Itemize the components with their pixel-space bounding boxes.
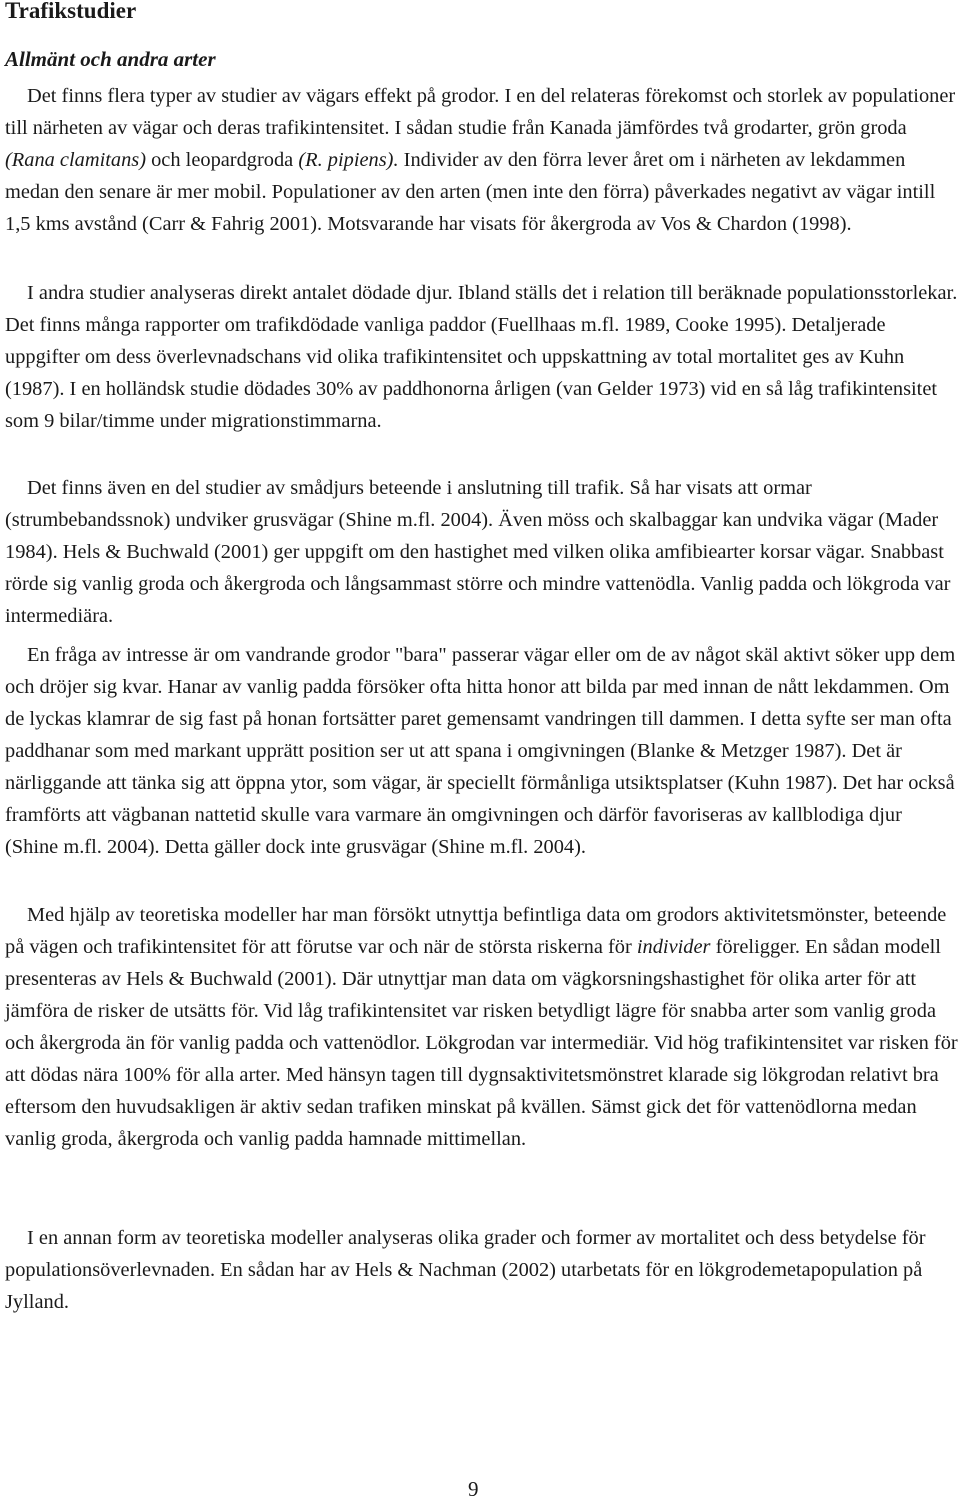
document-title: Trafikstudier [5,0,137,23]
paragraph-6: I en annan form av teoretiska modeller analyseras olika grader och former av mortalitet och dess betydelse för populationsöverlevnaden. En sådan har av Hels & Nachman (2002) utarbetats för en lökgrodemetapopulation på Jylland. [5,1227,926,1313]
emphasis-individer: individer [636,936,711,958]
paragraph-1 [5,80,960,240]
paragraph-5 [5,899,960,1155]
page-number: 9 [468,1477,479,1501]
paragraph-1-text-a: Det finns flera typer av studier av vägars effekt på grodor. I en del relateras förekomst och storlek av populationer till närheten av vägar och deras trafikintensitet. I sådan studie från Kanada jämfördes två grodarter, grön groda [5,85,956,139]
paragraph-3: Det finns även en del studier av smådjurs beteende i anslutning till trafik. Så har visats att ormar (strumbebandssnok) undviker grusvägar (Shine m.fl. 2004). Även möss och skalbaggar kan undvika vägar (Mader 1984). Hels & Buchwald (2001) ger uppgift om den hastighet med vilken olika amfibiearter korsar vägar. Snabbast rörde sig vanlig groda och åkergroda och långsammast större och mindre vattenödla. Vanlig padda och lökgroda var intermediära. [5,477,951,627]
species-name-r-pipiens: (R. pipiens). [298,149,399,171]
paragraph-4: En fråga av intresse är om vandrande grodor "bara" passerar vägar eller om de av något skäl aktivt söker upp dem och dröjer sig kvar. Hanar av vanlig padda försöker ofta hitta honor att bilda par med innan de nått lekdammen. Om de lyckas klamrar de sig fast på honan fortsätter paret gemensamt vandringen till dammen. I detta syfte ser man ofta paddhanar som med markant upprätt position ser ut att spana i omgivningen (Blanke & Metzger 1987). Det är närliggande att tänka sig att öppna ytor, som vägar, är speciellt förmånliga utsiktsplatser (Kuhn 1987). Det har också framförts att vägbanan nattetid skulle vara varmare än omgivningen och därför favoriseras av kallblodiga djur (Shine m.fl. 2004). Detta gäller dock inte grusvägar (Shine m.fl. 2004). [5,644,956,858]
paragraph-5-text-a: Med hjälp av teoretiska modeller har man försökt utnyttja befintliga data om grodors aktivitetsmönster, beteende på vägen och trafikintensitet för att förutse var och när de största riskerna för [5,904,947,958]
paragraph-2: I andra studier analyseras direkt antalet dödade djur. Ibland ställs det i relation till beräknade populationsstorlekar. Det finns många rapporter om trafikdödade vanliga paddor (Fuellhaas m.fl. 1989, Cooke 1995). Detaljerade uppgifter om dess överlevnadschans vid olika trafikintensitet och uppskattning av total mortalitet ges av Kuhn (1987). I en holländsk studie dödades 30% av paddhonorna årligen (van Gelder 1973) vid en så låg trafikintensitet som 9 bilar/timme under migrationstimmarna. [5,282,958,432]
species-name-rana-clamitans: (Rana clamitans) [5,149,147,171]
paragraph-1-text-b: och leopardgroda [146,149,299,171]
paragraph-5-text-b: föreligger. En sådan modell presenteras av Hels & Buchwald (2001). Där utnyttjar man data om vägkorsningshastighet för olika arter för att jämföra de risker de utsätts för. Vid låg trafikintensitet var risken betydligt lägre för snabba arter som vanlig groda och åkergroda än för vanlig padda och vattenödlor. Lökgrodan var intermediär. Vid hög trafikintensitet var risken för att dödas nära 100% för alla arter. Med hänsyn tagen till dygnsaktivitetsmönstret klarade sig lökgrodan relativt bra eftersom den huvudsakligen är aktiv sedan trafiken minskat på kvällen. Sämst gick det för vattenödlorna medan vanlig groda, åkergroda och vanlig padda hamnade mittimellan. [5,936,958,1150]
paragraph-1-text-c: Individer av den förra lever året om i närheten av lekdammen medan den senare är mer mobil. Populationer av den arten (men inte den förra) påverkades negativt av vägar intill 1,5 kms avstånd (Carr & Fahrig 2001). Motsvarande har visats för åkergroda av Vos & Chardon (1998). [5,149,936,235]
section-heading: Allmänt och andra arter [5,47,216,71]
